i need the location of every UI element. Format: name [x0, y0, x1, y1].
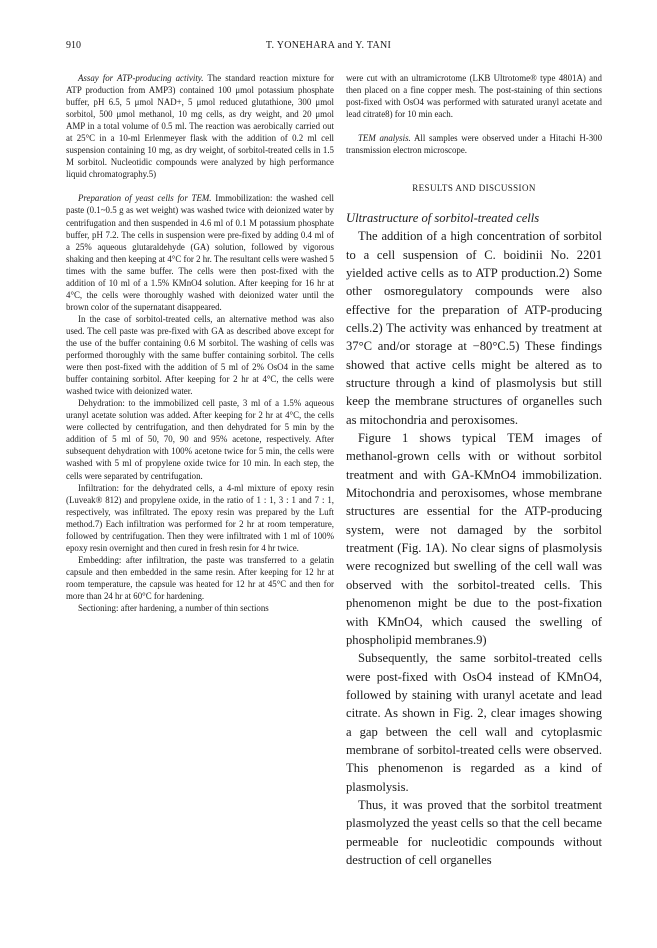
assay-heading: Assay for ATP-producing activity.: [78, 73, 204, 83]
dehydration-paragraph: Dehydration: to the immobilized cell paste, 3 ml of a 1.5% aqueous uranyl acetate solution was added. After keeping for 2 hr at 4°C, the cells were collected by centrifugation, and then dehydrated for 5 min by the addition of 5 ml of 50, 70, 90 and 95% acetone, respectively. After subsequent dehydration with 100% acetone twice for 5 min, the cells were washed with 5 ml of propylene oxide twice for 10 min. In each step, the cells were separated by centrifugation.: [66, 398, 334, 481]
sorbitol-method-paragraph: In the case of sorbitol-treated cells, an alternative method was also used. The cell paste was pre-fixed with GA as described above except for the use of the buffer containing 0.6 M sorbitol. The washing of cells was performed thoroughly with the same buffer containing sorbitol. The cells were then post-fixed with the addition of 5 ml of 2% OsO4 in the same buffer containing sorbitol. After keeping for 2 hr at 4°C, the cells were washed twice with deionized water.: [66, 313, 334, 397]
left-column: [66, 72, 334, 614]
page-header: [0, 40, 657, 56]
assay-paragraph: [66, 72, 334, 180]
sectioning-continued: were cut with an ultramicrotome (LKB Ultrotome® type 4801A) and then placed on a fine copper mesh. The post-staining of thin sections post-fixed with OsO4 was performed with saturated uranyl acetate and lead citrate8) for 10 min each.: [346, 73, 602, 120]
results-paragraph-3: Subsequently, the same sorbitol-treated cells were post-fixed with OsO4 instead of KMnO4, followed by staining with uranyl acetate and lead citrate. As shown in Fig. 2, clear images showing a gap between the cell wall and cytoplasmic membrane of sorbitol-treated cells were observed. This phenomenon is regarded as a kind of plasmolysis.: [346, 651, 602, 794]
prep-heading: Preparation of yeast cells for TEM.: [78, 193, 212, 204]
sectioning-paragraph: Sectioning: after hardening, a number of thin sections: [78, 603, 269, 614]
prep-text: Immobilization: the washed cell paste (0.1~0.5 g as wet weight) was washed twice with deionized water by centrifugation and then suspended in 4.6 ml of 0.1 M potassium phosphate buffer, pH 7.2. The cells in suspension were pre-fixed by adding 0.4 ml of a 25% aqueous glutaraldehyde (GA) solution, followed by vigorous shaking and then keeping at 4°C for 2 hr. The resultant cells were washed 5 times with the same buffer. The cells were then post-fixed with the addition of 10 ml of a 1.5% KMnO4 solution. After keeping for 16 hr at 4°C, the cells were thoroughly washed with deionized water until the brown color of the supernatant disappeared.: [66, 193, 334, 312]
tem-text: All samples were observed under a Hitachi H-300 transmission electron microscope.: [346, 133, 603, 156]
results-paragraph-4: Thus, it was proved that the sorbitol treatment plasmolyzed the yeast cells so that the cell became permeable for nucleotidic compounds without destruction of cell organelles: [346, 797, 602, 867]
section-heading: RESULTS AND DISCUSSION: [412, 183, 536, 194]
prep-paragraph: [66, 192, 334, 312]
results-paragraph-2: Figure 1 shows typical TEM images of methanol-grown cells with or without sorbitol treatment and with GA-KMnO4 immobilization. Mitochondria and peroxisomes, whose membrane structures are essential for the ATP-producing system, were not damaged by the sorbitol treatment (Fig. 1A). No clear signs of plasmolysis were recognized but swelling of the cell wall was observed with the sorbitol-treated cells. This phenomenon might be due to the post-fixation with KMnO4, which caused the swelling of phospholipid membranes.9): [346, 431, 602, 647]
running-title: T. YONEHARA and Y. TANI: [265, 40, 392, 51]
embedding-paragraph: Embedding: after infiltration, the paste was transferred to a gelatin capsule and then embedded in the same resin. After keeping for 12 hr at room temperature, the capsule was heated for 12 hr at 45°C and then for more than 24 hr at 60°C for hardening.: [66, 554, 334, 601]
subsection-heading: Ultrastructure of sorbitol-treated cells: [346, 211, 540, 226]
assay-text: The standard reaction mixture for ATP production from AMP3) contained 100 μmol potassium phosphate buffer, pH 6.5, 5 μmol NAD+, 5 μmol reduced glutathione, 300 μmol sorbitol, 500 μmol methanol, 10 mg cells, as dry weight, and 20 μmol AMP in a total volume of 0.5 ml. The reaction was aerobically carried out at 25°C in a 10-ml Erlenmeyer flask with the addition of 0.2 ml cell suspension containing 10 mg, as dry weight, of sorbitol-treated cells in 1.5 M sorbitol. Nucleotidic compounds were analyzed by high performance liquid chromatography.5): [66, 73, 334, 180]
right-column: [346, 72, 602, 869]
tem-paragraph: [346, 132, 602, 156]
infiltration-paragraph: Infiltration: for the dehydrated cells, a 4-ml mixture of epoxy resin (Luveak® 812) and propylene oxide, in the ratio of 1 : 1, 3 : 1 and 7 : 1, respectively, was infiltrated. The epoxy resin was prepared by the Luft method.7) Each infiltration was performed for 2 hr at room temperature, followed by centrifugation. Then they were infiltrated with 1 ml of 100% epoxy resin overnight and then cured in fresh resin for 4 hr twice.: [66, 482, 334, 553]
tem-heading: TEM analysis.: [358, 133, 411, 144]
page-number: 910: [66, 40, 81, 51]
results-paragraph-1: The addition of a high concentration of sorbitol to a cell suspension of C. boidinii No. 2201 yielded active cells as to ATP production.2) Some other osmoregulatory compounds were also effective for the preparation of ATP-producing cells.2) The activity was enhanced by treatment at 37°C and/or storage at −80°C.5) These findings showed that active cells might be altered as to structure through a kind of plasmolysis but still keep the membrane structures of organelles such as mitochondria and peroxisomes.: [346, 229, 602, 427]
